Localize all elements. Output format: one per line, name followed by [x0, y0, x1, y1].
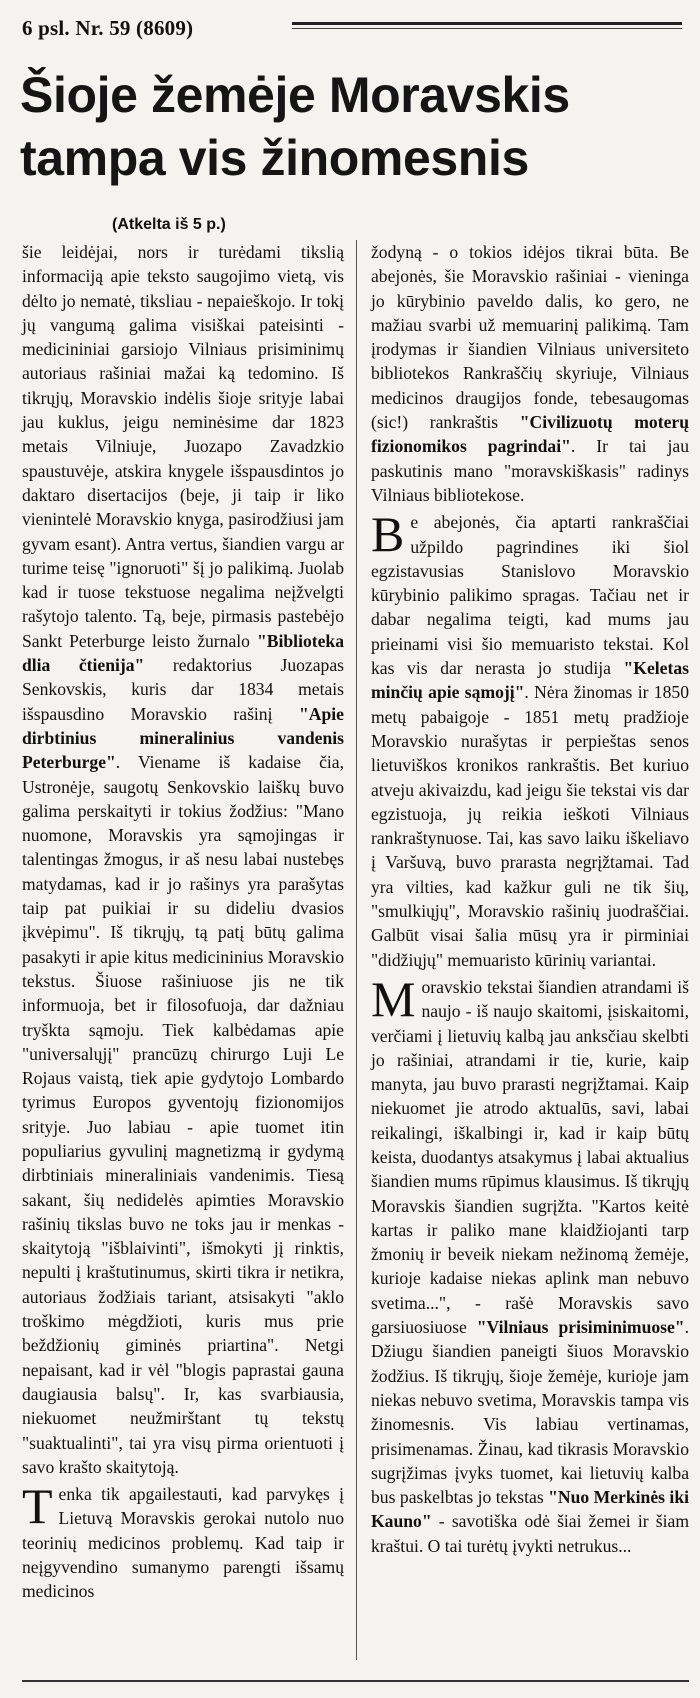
- continued-from-note: (Atkelta iš 5 p.): [112, 216, 226, 233]
- headline-line-2: tampa vis žinomesnis: [20, 130, 529, 186]
- bold-title: "Vilniaus prisiminimuose": [476, 1317, 685, 1338]
- issue-line: 6 psl. Nr. 59 (8609): [22, 16, 194, 40]
- paragraph: [22, 240, 344, 1479]
- text-run: redaktorius Juozapas Senkovskis, kuris dar 1834 metais išspausdino Moravskio rašinį: [22, 655, 344, 724]
- text-column-left: [22, 240, 344, 1604]
- bold-title: "Civilizuotų moterų fizionomikos pagrindai": [371, 412, 689, 457]
- text-run: e abejonės, čia aptarti rankraščiai užpildo pagrindines iki šiol egzistavusias Stanislovo Moravskio kūrybinio palikimo spragas. Tačiau net ir dabar negalima teigti, kad mums jau prieinami visi šio memuaristo tekstai. Kol kas vis dar nerasta jo studija: [371, 512, 689, 679]
- drop-cap: B: [371, 506, 405, 563]
- article-headline: [20, 64, 680, 190]
- headline-line-1: Šioje žemėje Moravskis: [20, 67, 570, 123]
- bold-title: "Apie dirbtinius mineralinius vandenis Peterburge": [22, 703, 344, 773]
- bold-title: "Biblioteka dlia čtienija": [22, 630, 344, 676]
- text-run: žodyną - o tokios idėjos tikrai būta. Be abejonės, šie Moravskio rašiniai - vieninga jo kūrybinio paveldo dalis, ko gero, ne mažiau svarbi už memuarinį palikimą. Tam įrodymas ir šiandien Vilniaus universiteto bibliotekos Rankraščių skyriuje, Vilniaus medicinos draugijos fonde, tebesaugomas (sic!) rankraštis: [371, 242, 689, 433]
- text-run: . Džiugu šiandien paneigti šiuos Moravskio žodžius. Iš tikrųjų, šioje žemėje, kurioje jam niekas nebuvo svetima, Moravskis tampa vis žinomesnis. Vis labiau vertinamas, prisimenamas. Žinau, kad tikrasis Moravskio sugrįžimas įvyks tuomet, kai lietuvių kalba bus paskelbtas jo tekstas: [371, 1317, 689, 1508]
- paragraph: [371, 240, 689, 507]
- bottom-rule: [22, 1680, 689, 1682]
- text-run: oravskio tekstai šiandien atrandami iš naujo - iš naujo skaitomi, įsiskaitomi, verčiami į lietuvių kalbą jau anksčiau skelbti jo rašiniai, atrandami ir tie, kurie, kaip manyta, jau buvo prarasti negrįžtamai. Kaip niekuomet jie atrodo aktualūs, savi, labai reikalingi, iškalbingi ir, kad ir kaip būtų keista, duodantys atsakymus į labai aktualius šiandien mums rūpimus klausimus. Iš tikrųjų Moravskis šiandien sugrįžta. "Kartos keitė kartas ir paliko mane klaidžiojanti tarp žmonių ir beveik niekam nežinomą žemėje, kurioje kadaise niekas aplink man nebuvo svetima...", - rašė Moravskis savo garsiuosiuose: [371, 976, 689, 1338]
- text-run: - savotiška odė šiai žemei ir šiam kraštui. O tai turėtų įvykti netrukus...: [371, 1511, 689, 1556]
- drop-cap: M: [371, 970, 416, 1027]
- header-rule-thin: [292, 28, 682, 29]
- column-divider: [356, 240, 357, 1660]
- text-run: . Viename iš kadaise čia, Ustronėje, saugotų Senkovskio laiškų buvo galima perskaityti ir tokius žodžius: "Mano nuomone, Moravskis yra sąmojingas ir talentingas žmogus, ir aš nesu labai nustebęs matydamas, kad ir jo rašinys yra parašytas taip pat puikiai ir su dideliu dvasios įkvėpimu". Iš tikrųjų, tą patį būtų galima pasakyti ir apie kitus medicininius Moravskio tekstus. Šiuose rašiniuose jis ne tik informuoja, bet ir filosofuoja, dar dažniau tryškta sąmoju. Tiek kalbėdamas apie "universalųjį" prancūzų chirurgo Luji Le Rojaus vaistą, tiek apie gydytojo Lombardo tyrimus Europos gyventojų fizionomijos srityje. Juo labiau - apie tuomet itin populiarius gyvulinį magnetizmą ir gydymą dirbtiniais mineraliniais vandenimis. Tiesą sakant, šių nedidelės apimties Moravskio rašinių tikslas buvo ne toks jau ir menkas - skaitytoją "išblaivinti", išmokyti jį rinktis, nepulti į kraštutinumus, skirti tikra ir netikra, autoriaus žodžiais tariant, atsisakyti "aklo troškimo mėgdžioti, kuris mus prie beždžionių giminės priartina". Netgi nepaisant, kad ir vėl "blogis paprastai gauna daugiausia balsų". Ir, kas svarbiausia, niekuomet neužmirštant tų tekstų "suaktualinti", tai yra visų pirma orientuoti į savo krašto skaitytoją.: [22, 752, 345, 1477]
- paragraph: [371, 970, 689, 1558]
- page-header: [22, 14, 682, 46]
- bold-title: "Keletas minčių apie sąmojį": [371, 658, 689, 703]
- paragraph: [22, 1478, 344, 1603]
- text-run: enka tik apgailestauti, kad parvykęs į Lietuvą Moravskis gerokai nutolo nuo teorinių medicinos problemų. Kad taip ir neįgyvendino sumanymo parengti išsamų medicinos: [22, 1484, 344, 1602]
- bold-title: "Nuo Merkinės iki Kauno": [371, 1487, 689, 1532]
- text-run: . Nėra žinomas ir 1850 metų pabaigoje - 1851 metų pradžioje Moravskio nurašytas ir perpieštas senos lietuviškos kronikos rankraštis. Bet kuriuo atveju akivaizdu, kad jeigu šie tekstai vis dar egzistuoja, jų reikia ieškoti Vilniaus rankraštynuose. Tai, kas savo laiku iškeliavo į Varšuvą, buvo prarasta negrįžtamai. Tad yra vilties, kad kažkur guli ne tik šių, "smulkiųjų", Moravskio rašinių juodraščiai. Galbūt visai šalia mūsų yra ir pirminiai "didžiųjų" memuaristo kūrinių variantai.: [371, 682, 689, 970]
- text-run: . Ir tai jau paskutinis mano "moravskiškasis" radinys Vilniaus bibliotekose.: [371, 436, 689, 505]
- text-run: šie leidėjai, nors ir turėdami tikslią informaciją apie teksto saugojimo vietą, vis dėlto jo nematė, tiksliau - nepaieškojo. Ir tokį jų vangumą galima visiškai pateisinti - medicininiai garsiojo Vilniaus prisiminimų autoriaus rašiniai mažai ką tedomino. Iš tikrųjų, Moravskio indėlis šioje srityje labai jau kuklus, jeigu neminėsime dar 1823 metais Vilniuje, Juozapo Zavadzkio spaustuvėje, atskira knygele išspausdintos jo daktaro disertacijos (beje, ji taip ir liko vienintelė Moravskio knyga, pasirodžiusi jam gyvam esant). Antra vertus, šiandien vargu ar turime teisę "ignoruoti" šį jo palikimą. Juolab kad ir tuose tekstuose negalima neįžvelgti rašytojo talento. Tą, beje, pirmasis pastebėjo Sankt Peterburge leisto žurnalo: [22, 242, 344, 651]
- header-rule: [292, 22, 682, 25]
- paragraph: [371, 506, 689, 972]
- drop-cap: T: [22, 1478, 53, 1535]
- text-column-right: [371, 240, 689, 1558]
